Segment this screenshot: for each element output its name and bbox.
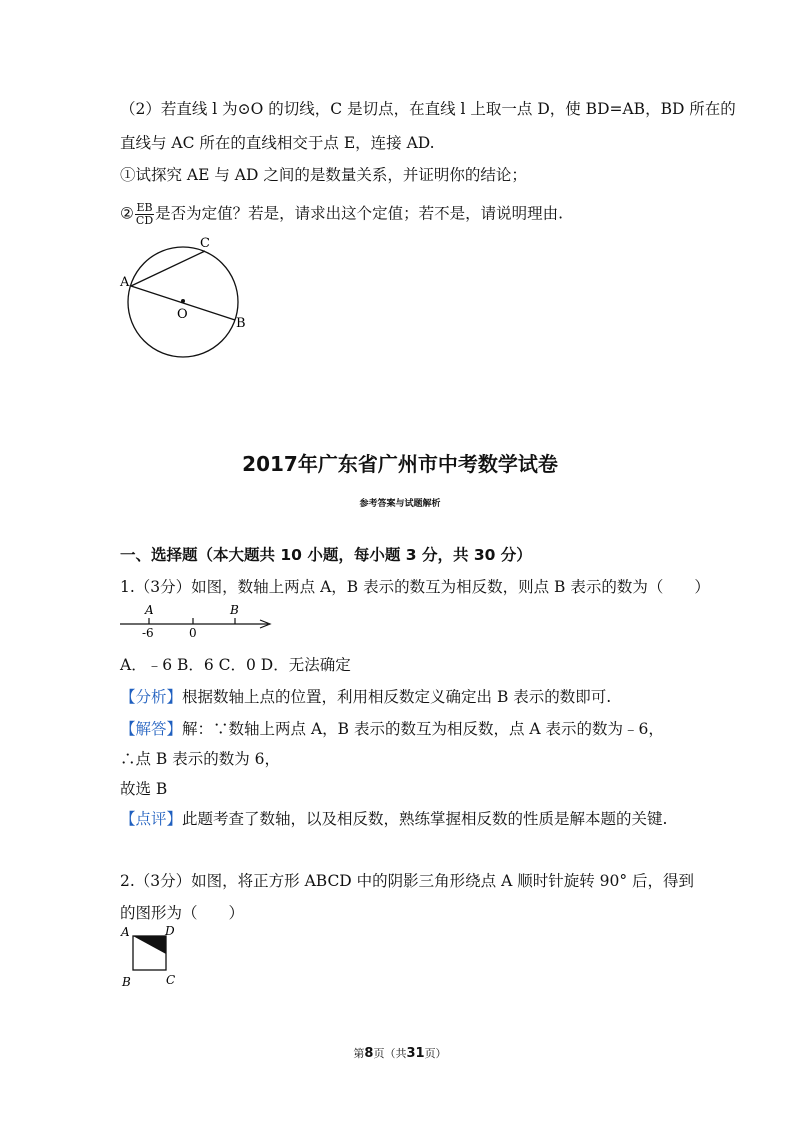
footer-page-number: 8 (364, 1046, 374, 1061)
label-sq-b: B (122, 975, 131, 989)
circle-figure (110, 228, 260, 363)
q1-options: A．﹣6 B．6 C．0 D．无法确定 (120, 656, 351, 674)
q1-stem: 1.（3分）如图，数轴上两点 A，B 表示的数互为相反数，则点 B 表示的数为（ ） (120, 578, 710, 596)
part2-line2: 直线与 AC 所在的直线相交于点 E，连接 AD. (120, 134, 435, 152)
label-point-a: A (145, 603, 154, 617)
part2-line3: ①试探究 AE 与 AD 之间的是数量关系，并证明你的结论； (120, 166, 527, 184)
q1-comment (120, 808, 667, 830)
tick-label-0: 0 (189, 626, 197, 640)
part2-line4-suffix: 是否为定值？若是，请求出这个定值；若不是，请说明理由. (155, 204, 564, 223)
chord-ac (131, 251, 205, 286)
comment-text: 此题考查了数轴，以及相反数，熟练掌握相反数的性质是解本题的关键. (182, 810, 668, 828)
q1-solution (120, 718, 664, 740)
label-sq-c: C (166, 973, 176, 987)
part2-line1: （2）若直线 l 为⊙O 的切线，C 是切点，在直线 l 上取一点 D，使 BD=AB，BD 所在的 (120, 100, 736, 118)
q1-solution-line2: ∴点 B 表示的数为 6， (120, 750, 281, 768)
part2-line4-prefix: ② (120, 204, 134, 223)
q2-stem-line1: 2.（3分）如图，将正方形 ABCD 中的阴影三角形绕点 A 顺时针旋转 90° 后，得到 (120, 872, 695, 890)
label-b: B (236, 316, 246, 331)
fraction-eb-cd (135, 202, 154, 227)
solution-text: 解：∵数轴上两点 A，B 表示的数互为相反数，点 A 表示的数为﹣6， (182, 720, 664, 738)
label-a: A (120, 275, 130, 290)
q1-analysis (120, 686, 611, 708)
shaded-triangle (133, 936, 166, 954)
fraction-denominator: CD (135, 214, 154, 227)
footer-mid: 页（共 (373, 1047, 407, 1060)
label-sq-d: D (165, 924, 175, 938)
footer-total-pages: 31 (406, 1046, 425, 1061)
tick-label-neg6: -6 (142, 626, 154, 640)
part2-line4 (120, 202, 563, 227)
exam-subtitle: 参考答案与试题解析 (359, 499, 441, 509)
center-point (181, 299, 185, 303)
analysis-tag: 【分析】 (120, 688, 183, 706)
fraction-numerator: EB (136, 201, 153, 214)
footer-post: 页） (424, 1047, 447, 1060)
label-o: O (177, 307, 188, 322)
analysis-text: 根据数轴上点的位置，利用相反数定义确定出 B 表示的数即可. (182, 688, 612, 706)
square-figure (118, 922, 188, 992)
solution-tag: 【解答】 (120, 720, 183, 738)
page-footer (0, 1045, 800, 1061)
footer-pre: 第 (353, 1047, 365, 1060)
exam-title: 2017年广东省广州市中考数学试卷 (242, 452, 558, 476)
q1-choice: 故选 B (120, 780, 168, 798)
number-line-figure (118, 600, 278, 640)
q2-stem-line2: 的图形为（ ） (120, 904, 245, 922)
section-heading: 一、选择题（本大题共 10 小题，每小题 3 分，共 30 分） (120, 546, 532, 564)
label-point-b: B (230, 603, 239, 617)
label-sq-a: A (121, 925, 130, 939)
comment-tag: 【点评】 (120, 810, 183, 828)
label-c: C (200, 236, 210, 251)
